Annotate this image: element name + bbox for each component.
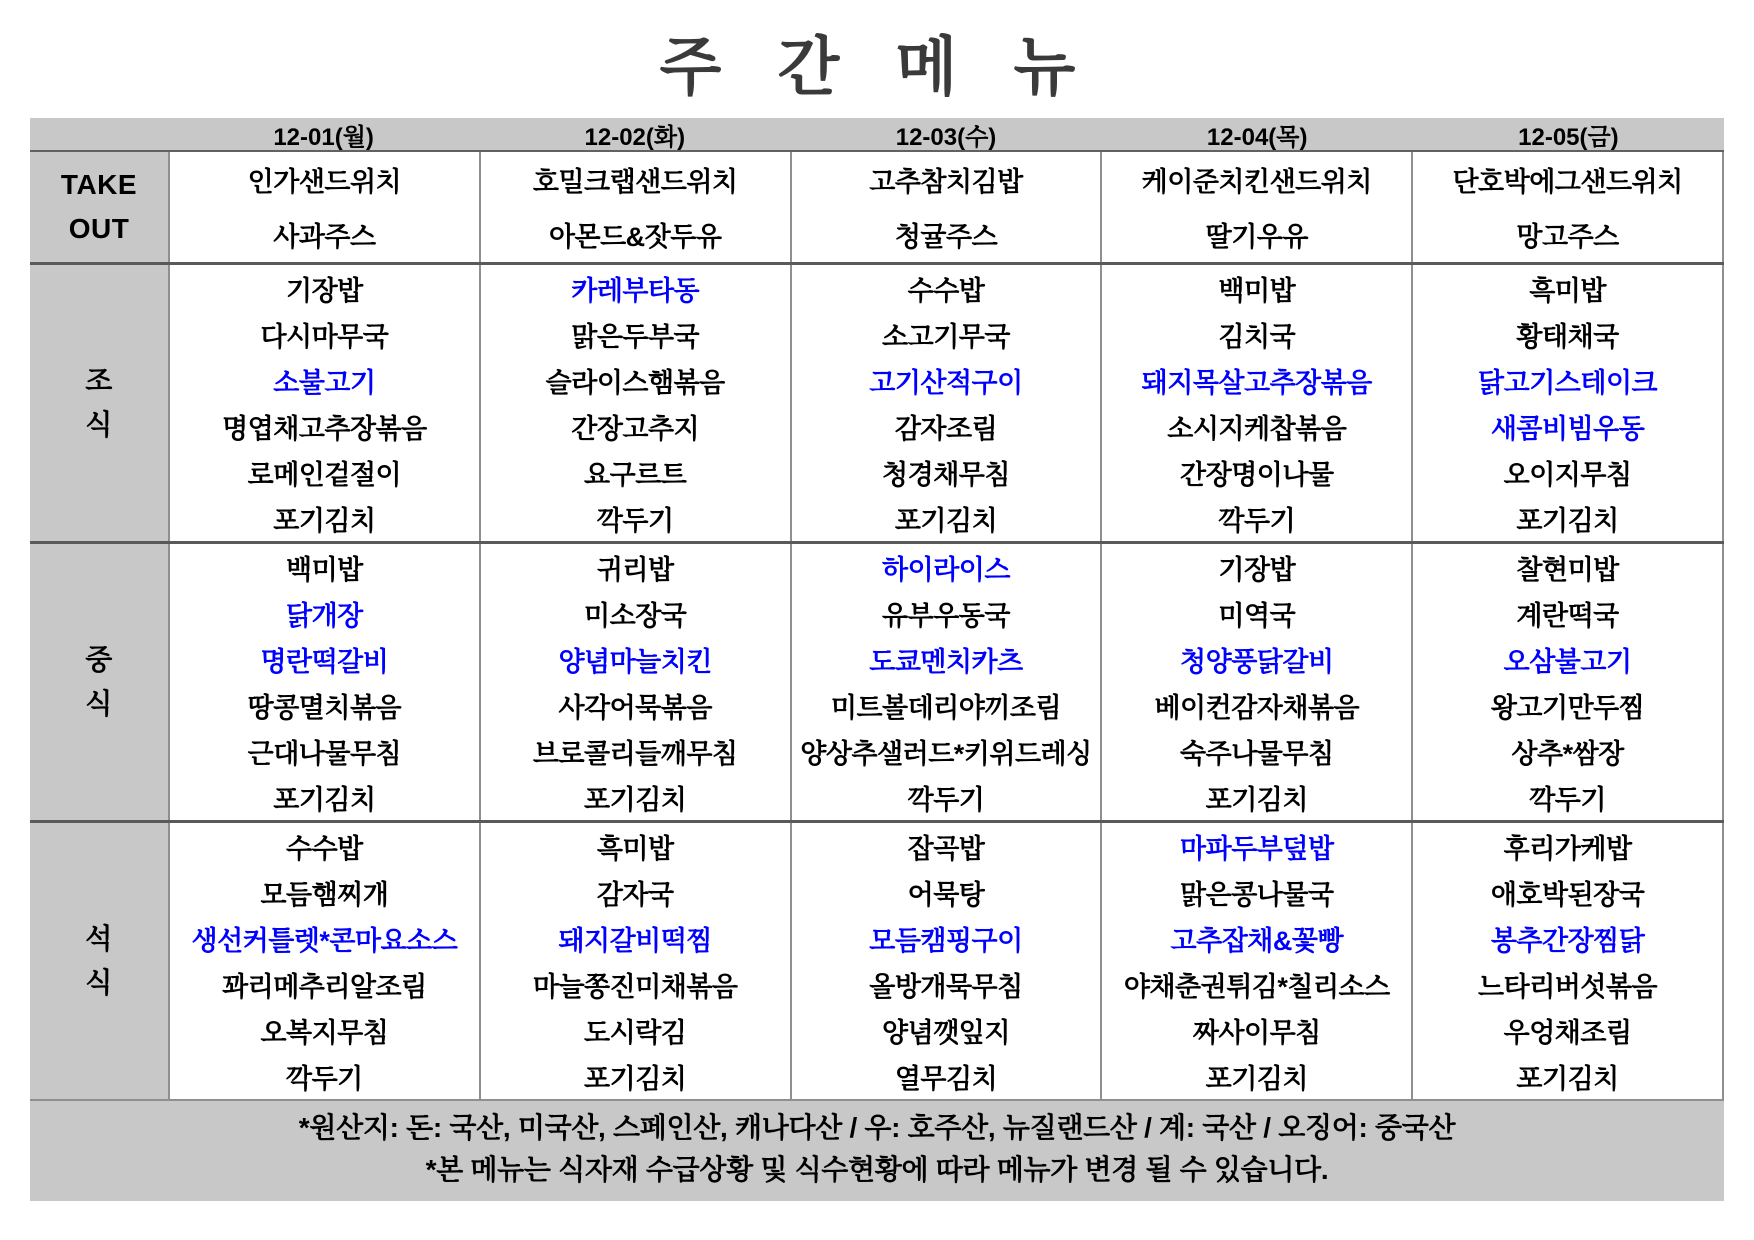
menu-item: 잡곡밥 bbox=[907, 833, 985, 864]
menu-cell-lunch-mon bbox=[168, 544, 479, 820]
menu-item: 오삼불고기 bbox=[1503, 646, 1632, 677]
menu-item: 포기김치 bbox=[1516, 505, 1619, 536]
menu-item: 모듬햄찌개 bbox=[260, 879, 389, 910]
menu-item: 맑은두부국 bbox=[571, 321, 700, 352]
menu-item: 유부우동국 bbox=[882, 600, 1010, 631]
menu-cell-dinner-wed bbox=[790, 823, 1101, 1099]
section-dinner bbox=[30, 820, 1724, 1099]
menu-item: 포기김치 bbox=[584, 1063, 687, 1094]
menu-item: 청양풍닭갈비 bbox=[1180, 646, 1334, 677]
menu-item: 야채춘권튀김*칠리소스 bbox=[1123, 971, 1390, 1002]
menu-item: 청경채무침 bbox=[882, 459, 1010, 490]
menu-item: 감자국 bbox=[596, 879, 674, 910]
date-header-tue: 12-02(화) bbox=[584, 123, 686, 151]
corner-cell bbox=[30, 118, 168, 150]
menu-item: 소고기무국 bbox=[882, 321, 1010, 352]
row-label-line: 식 bbox=[85, 409, 113, 440]
menu-item: 상추*쌈장 bbox=[1511, 738, 1624, 769]
menu-item: 마파두부덮밥 bbox=[1180, 833, 1334, 864]
menu-item: 깍두기 bbox=[596, 505, 674, 536]
date-header-fri: 12-05(금) bbox=[1518, 123, 1619, 151]
row-label-breakfast bbox=[30, 265, 168, 541]
menu-item: 포기김치 bbox=[1516, 1063, 1619, 1094]
menu-item: 슬라이스햄볶음 bbox=[545, 367, 725, 398]
menu-item: 단호박에그샌드위치 bbox=[1452, 167, 1683, 197]
menu-item: 돼지갈비떡찜 bbox=[558, 925, 712, 956]
menu-item: 찰현미밥 bbox=[1516, 554, 1619, 585]
menu-item: 다시마무국 bbox=[260, 321, 389, 352]
menu-item: 미소장국 bbox=[584, 600, 687, 631]
section-lunch bbox=[30, 541, 1724, 820]
menu-item: 어묵탕 bbox=[907, 879, 985, 910]
menu-item: 깍두기 bbox=[1529, 784, 1606, 815]
menu-item: 근대나물무침 bbox=[247, 738, 402, 769]
menu-item: 마늘쫑진미채볶음 bbox=[532, 971, 738, 1002]
menu-item: 우엉채조림 bbox=[1503, 1017, 1632, 1048]
menu-item: 고추잡채&꽃빵 bbox=[1170, 925, 1344, 956]
menu-cell-breakfast-wed bbox=[790, 265, 1101, 541]
menu-cell-take-out-fri bbox=[1411, 152, 1724, 262]
menu-item: 호밀크랩샌드위치 bbox=[532, 167, 738, 197]
menu-item: 포기김치 bbox=[1205, 1063, 1308, 1094]
row-label-line: 석 bbox=[85, 923, 113, 954]
menu-item: 수수밥 bbox=[907, 275, 985, 306]
menu-item: 왕고기만두찜 bbox=[1490, 692, 1645, 723]
row-label-lunch bbox=[30, 544, 168, 820]
menu-cell-breakfast-thu bbox=[1100, 265, 1411, 541]
menu-cell-take-out-thu bbox=[1100, 152, 1411, 262]
menu-cell-dinner-thu bbox=[1100, 823, 1411, 1099]
menu-item: 느타리버섯볶음 bbox=[1478, 971, 1658, 1002]
menu-item: 포기김치 bbox=[1205, 784, 1308, 815]
menu-item: 요구르트 bbox=[584, 459, 687, 490]
menu-item: 후리가케밥 bbox=[1503, 833, 1632, 864]
menu-cell-breakfast-tue bbox=[479, 265, 790, 541]
menu-item: 양념마늘치킨 bbox=[558, 646, 712, 677]
menu-item: 미역국 bbox=[1218, 600, 1296, 631]
page-title: 주 간 메 뉴 bbox=[659, 31, 1095, 103]
menu-item: 기장밥 bbox=[286, 275, 363, 306]
menu-cell-breakfast-fri bbox=[1411, 265, 1724, 541]
menu-item: 아몬드&잣두유 bbox=[548, 222, 722, 252]
menu-item: 흑미밥 bbox=[1529, 275, 1606, 306]
menu-cell-lunch-wed bbox=[790, 544, 1101, 820]
date-header-thu: 12-04(목) bbox=[1206, 123, 1308, 151]
menu-item: 백미밥 bbox=[1218, 275, 1296, 306]
menu-item: 올방개묵무침 bbox=[869, 971, 1023, 1002]
menu-cell-lunch-fri bbox=[1411, 544, 1724, 820]
menu-item: 닭개장 bbox=[286, 600, 363, 631]
menu-item: 인가샌드위치 bbox=[247, 167, 402, 197]
menu-item: 도쿄멘치카츠 bbox=[869, 646, 1023, 677]
menu-item: 소시지케찹볶음 bbox=[1167, 413, 1347, 444]
menu-cell-lunch-thu bbox=[1100, 544, 1411, 820]
date-header-row bbox=[30, 118, 1724, 152]
date-header-mon: 12-01(월) bbox=[273, 123, 374, 151]
menu-cell-dinner-fri bbox=[1411, 823, 1724, 1099]
row-label-line: TAKE bbox=[60, 169, 138, 200]
menu-item: 애호박된장국 bbox=[1490, 879, 1645, 910]
menu-item: 고추참치김밥 bbox=[869, 167, 1023, 197]
menu-item: 깍두기 bbox=[1218, 505, 1296, 536]
menu-item: 오이지무침 bbox=[1503, 459, 1632, 490]
menu-item: 딸기우유 bbox=[1205, 222, 1308, 252]
menu-cell-dinner-tue bbox=[479, 823, 790, 1099]
menu-item: 하이라이스 bbox=[882, 554, 1010, 585]
menu-item: 수수밥 bbox=[286, 833, 363, 864]
menu-item: 땅콩멸치볶음 bbox=[247, 692, 402, 723]
menu-item: 베이컨감자채볶음 bbox=[1154, 692, 1360, 723]
menu-item: 감자조림 bbox=[894, 413, 998, 444]
row-label-line: 식 bbox=[85, 688, 113, 719]
menu-item: 생선커틀렛*콘마요소스 bbox=[191, 925, 458, 956]
footer-notes bbox=[30, 1099, 1724, 1201]
menu-item: 돼지목살고추장볶음 bbox=[1141, 367, 1372, 398]
menu-item: 열무김치 bbox=[894, 1063, 998, 1094]
menu-item: 기장밥 bbox=[1218, 554, 1296, 585]
menu-item: 백미밥 bbox=[286, 554, 363, 585]
menu-item: 케이준치킨샌드위치 bbox=[1141, 167, 1372, 197]
menu-cell-take-out-mon bbox=[168, 152, 479, 262]
menu-item: 맑은콩나물국 bbox=[1180, 879, 1334, 910]
menu-item: 깍두기 bbox=[286, 1063, 363, 1094]
menu-cell-dinner-mon bbox=[168, 823, 479, 1099]
menu-cell-take-out-wed bbox=[790, 152, 1101, 262]
menu-item: 오복지무침 bbox=[260, 1017, 389, 1048]
menu-item: 고기산적구이 bbox=[869, 367, 1023, 398]
weekly-menu-table bbox=[30, 118, 1724, 1099]
row-label-line: 조 bbox=[85, 365, 113, 396]
menu-item: 짜사이무침 bbox=[1192, 1017, 1321, 1048]
menu-item: 소불고기 bbox=[273, 367, 376, 398]
menu-item: 사과주스 bbox=[273, 222, 376, 252]
section-breakfast bbox=[30, 262, 1724, 541]
menu-item: 포기김치 bbox=[273, 784, 376, 815]
menu-item: 꽈리메추리알조림 bbox=[222, 971, 427, 1002]
menu-item: 포기김치 bbox=[273, 505, 376, 536]
row-label-line: OUT bbox=[68, 213, 130, 244]
menu-item: 도시락김 bbox=[584, 1017, 687, 1048]
menu-item: 간장명이나물 bbox=[1180, 459, 1334, 490]
menu-item: 귀리밥 bbox=[596, 554, 674, 585]
menu-item: 망고주스 bbox=[1516, 222, 1619, 252]
menu-item: 모듬캠핑구이 bbox=[869, 925, 1023, 956]
date-header-wed: 12-03(수) bbox=[895, 123, 997, 151]
menu-item: 청귤주스 bbox=[894, 222, 998, 252]
menu-change-note: *본 메뉴는 식자재 수급상황 및 식수현황에 따라 메뉴가 변경 될 수 있습니다. bbox=[425, 1154, 1329, 1185]
menu-item: 새콤비빔우동 bbox=[1490, 413, 1645, 444]
menu-item: 양념깻잎지 bbox=[882, 1017, 1010, 1048]
menu-item: 브로콜리들깨무침 bbox=[532, 738, 738, 769]
menu-cell-breakfast-mon bbox=[168, 265, 479, 541]
menu-item: 포기김치 bbox=[894, 505, 998, 536]
menu-item: 명엽채고추장볶음 bbox=[222, 413, 427, 444]
section-take-out bbox=[30, 152, 1724, 262]
menu-item: 명란떡갈비 bbox=[260, 646, 389, 677]
row-label-line: 식 bbox=[85, 967, 113, 998]
menu-cell-lunch-tue bbox=[479, 544, 790, 820]
menu-item: 흑미밥 bbox=[596, 833, 674, 864]
row-label-line: 중 bbox=[85, 644, 113, 675]
menu-item: 로메인겉절이 bbox=[247, 459, 402, 490]
menu-item: 닭고기스테이크 bbox=[1478, 367, 1658, 398]
menu-item: 황태채국 bbox=[1516, 321, 1619, 352]
menu-item: 봉추간장찜닭 bbox=[1490, 925, 1645, 956]
menu-item: 카레부타동 bbox=[571, 275, 700, 306]
row-label-dinner bbox=[30, 823, 168, 1099]
menu-item: 미트볼데리야끼조림 bbox=[830, 692, 1062, 723]
menu-item: 양상추샐러드*키위드레싱 bbox=[800, 738, 1092, 769]
menu-item: 김치국 bbox=[1218, 321, 1296, 352]
menu-item: 간장고추지 bbox=[571, 413, 700, 444]
menu-item: 깍두기 bbox=[907, 784, 985, 815]
menu-cell-take-out-tue bbox=[479, 152, 790, 262]
menu-item: 계란떡국 bbox=[1516, 600, 1619, 631]
origin-note: *원산지: 돈: 국산, 미국산, 스페인산, 캐나다산 / 우: 호주산, 뉴질랜드산 / 계: 국산 / 오징어: 중국산 bbox=[298, 1112, 1456, 1143]
row-label-take-out bbox=[30, 152, 168, 262]
menu-item: 숙주나물무침 bbox=[1180, 738, 1334, 769]
menu-item: 사각어묵볶음 bbox=[558, 692, 712, 723]
menu-item: 포기김치 bbox=[584, 784, 687, 815]
